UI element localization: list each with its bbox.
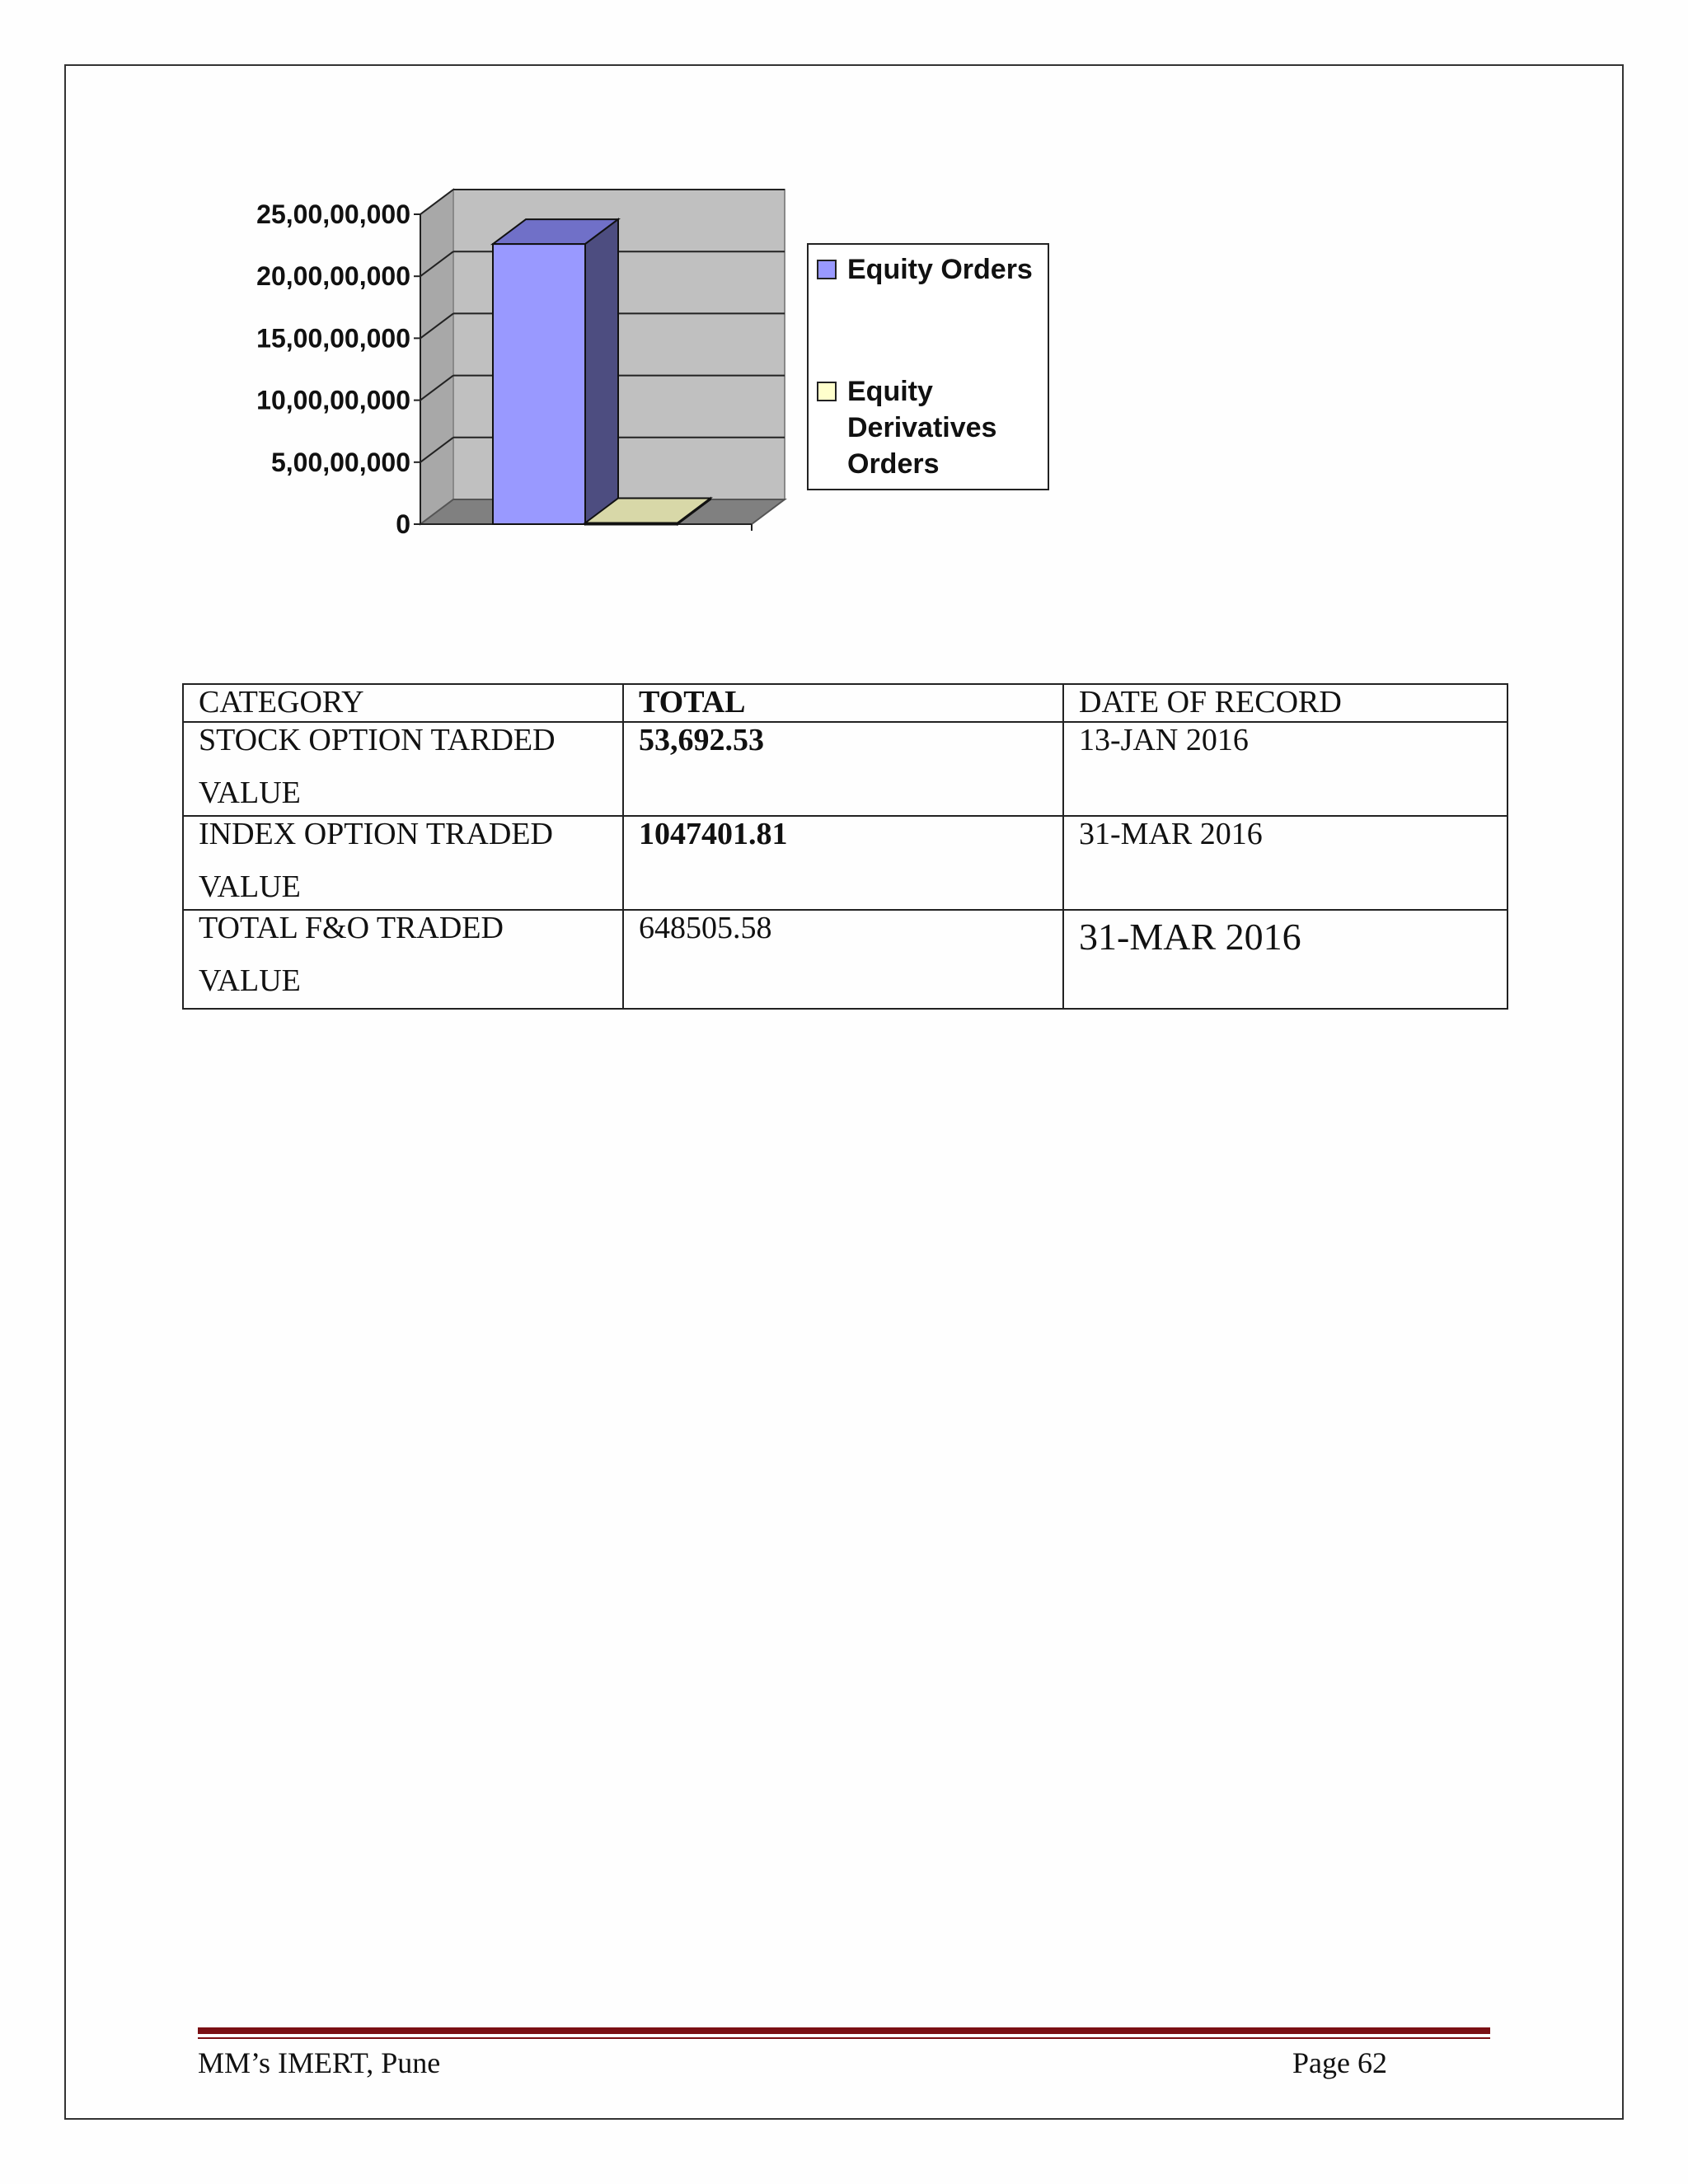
date-cell: 31-MAR 2016 <box>1063 816 1507 910</box>
category-line1: INDEX OPTION TRADED <box>199 817 553 851</box>
header-date: DATE OF RECORD <box>1063 684 1507 722</box>
y-tick-label: 0 <box>396 509 410 539</box>
chart-side-wall <box>420 190 453 524</box>
legend-swatch <box>818 382 836 401</box>
bar-chart <box>165 165 1071 560</box>
legend-label: Equity <box>847 376 933 407</box>
date-cell: 13-JAN 2016 <box>1063 722 1507 816</box>
category-cell <box>183 722 623 816</box>
category-cell <box>183 816 623 910</box>
total-cell: 53,692.53 <box>623 722 1063 816</box>
category-line2: VALUE <box>199 963 301 998</box>
footer-rule <box>198 2027 1490 2034</box>
total-cell: 1047401.81 <box>623 816 1063 910</box>
y-tick-label: 25,00,00,000 <box>256 199 410 229</box>
table-header-row <box>183 684 1507 722</box>
legend-swatch <box>818 260 836 279</box>
y-tick-label: 20,00,00,000 <box>256 261 410 292</box>
total-cell: 648505.58 <box>623 910 1063 1009</box>
header-total: TOTAL <box>623 684 1063 722</box>
data-table <box>182 683 1508 1010</box>
footer-rule-thin <box>198 2037 1490 2039</box>
legend-label: Derivatives <box>847 412 997 443</box>
y-tick-label: 5,00,00,000 <box>270 447 410 477</box>
header-category: CATEGORY <box>183 684 623 722</box>
category-cell <box>183 910 623 1009</box>
category-line2: VALUE <box>199 775 301 810</box>
table-row <box>183 722 1507 816</box>
category-line1: STOCK OPTION TARDED <box>199 723 556 757</box>
footer-page-number: Page 62 <box>1292 2046 1387 2079</box>
y-tick-label: 10,00,00,000 <box>256 385 410 415</box>
bar <box>585 523 678 524</box>
table-row <box>183 910 1507 1009</box>
category-line2: VALUE <box>199 869 301 904</box>
table-row <box>183 816 1507 910</box>
date-cell: 31-MAR 2016 <box>1063 910 1507 1009</box>
legend-label: Equity Orders <box>847 254 1033 285</box>
y-tick-label: 15,00,00,000 <box>256 323 410 354</box>
footer-institution: MM’s IMERT, Pune <box>198 2046 441 2079</box>
legend-label: Orders <box>847 448 940 480</box>
bar-side <box>585 219 618 524</box>
bar <box>493 244 585 524</box>
category-line1: TOTAL F&O TRADED <box>199 911 504 945</box>
